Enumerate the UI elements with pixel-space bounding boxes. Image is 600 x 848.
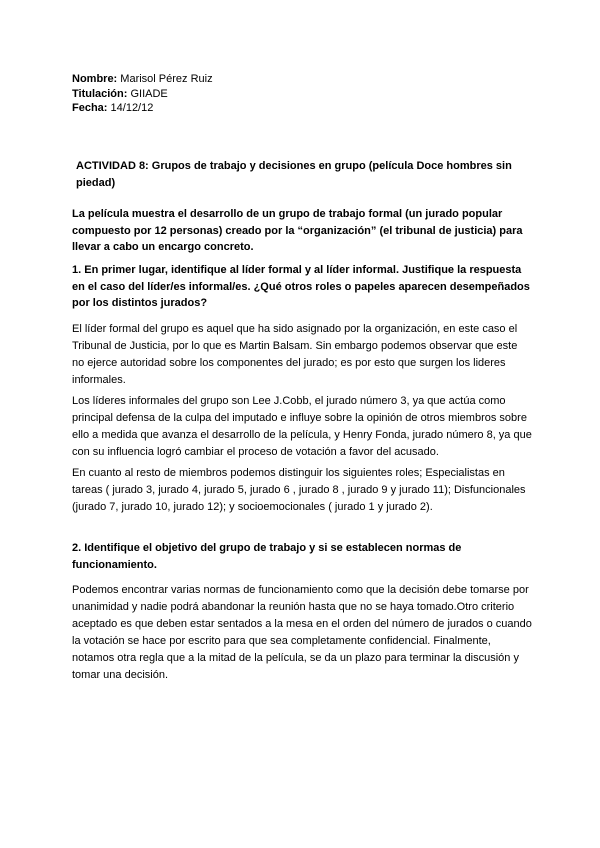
activity-title: ACTIVIDAD 8: Grupos de trabajo y decisiones en grupo (película Doce hombres sin piedad) <box>76 160 512 189</box>
question-2: 2. Identifique el objetivo del grupo de trabajo y si se establecen normas de funcionamiento. <box>72 542 462 571</box>
name-label: Nombre: <box>72 73 118 85</box>
degree-label: Titulación: <box>72 87 128 100</box>
date-value: 14/12/12 <box>110 102 154 114</box>
answer-1-paragraph-2: Los líderes informales del grupo son Lee J.Cobb, el jurado número 3, ya que actúa como principal defensa de la culpa del imputado e influye sobre la opinión de otros miembros sobre ello a medida que avanza el desarrollo de la película, y Henry Fonda, jurado número 8, ya que con su influencia logró cambiar el proceso de votación a favor del acusado. <box>72 395 532 458</box>
answer-1-paragraph-3: En cuanto al resto de miembros podemos distinguir los siguientes roles; Especialistas en tareas ( jurado 3, jurado 4, jurado 5, jurado 6 , jurado 8 , jurado 9 y jurado 11); Disfuncionales (jurado 7, jurado 10, jurado 12); y socioemocionales ( jurado 1 y jurado 2). <box>72 467 526 513</box>
answer-2-paragraph: Podemos encontrar varias normas de funcionamiento como que la decisión debe tomarse por unanimidad y nadie podrá abandonar la reunión hasta que no se haya tomado.Otro criterio aceptado es que deben estar sentados a la mesa en el orden del número de jurados o cuando la votación se hace por escrito para que sea completamente confidencial. Finalmente, notamos otra regla que a la mitad de la película, se da un plazo para terminar la discusión y tomar una decisión. <box>72 584 532 681</box>
document-header <box>72 72 213 116</box>
date-label: Fecha: <box>72 102 108 114</box>
answer-1-paragraph-1: El líder formal del grupo es aquel que ha sido asignado por la organización, en este caso el Tribunal de Justicia, por lo que es Martin Balsam. Sin embargo podemos observar que este no ejerce autoridad sobre los componentes del jurado; es por esto que surgen los lideres informales. <box>72 323 518 386</box>
date-row <box>72 101 213 116</box>
intro-paragraph: La película muestra el desarrollo de un grupo de trabajo formal (un jurado popular compuesto por 12 personas) creado por la “organización” (el tribunal de justicia) para llevar a cabo un encargo concreto. <box>72 208 523 253</box>
name-value: Marisol Pérez Ruiz <box>120 73 213 85</box>
degree-row <box>72 87 213 102</box>
degree-value: GIIADE <box>130 87 168 100</box>
question-1: 1. En primer lugar, identifique al líder formal y al líder informal. Justifique la respuesta en el caso del líder/es informal/es. ¿Qué otros roles o papeles aparecen desempeñados por los distintos jurados? <box>72 264 530 309</box>
name-row <box>72 72 213 87</box>
